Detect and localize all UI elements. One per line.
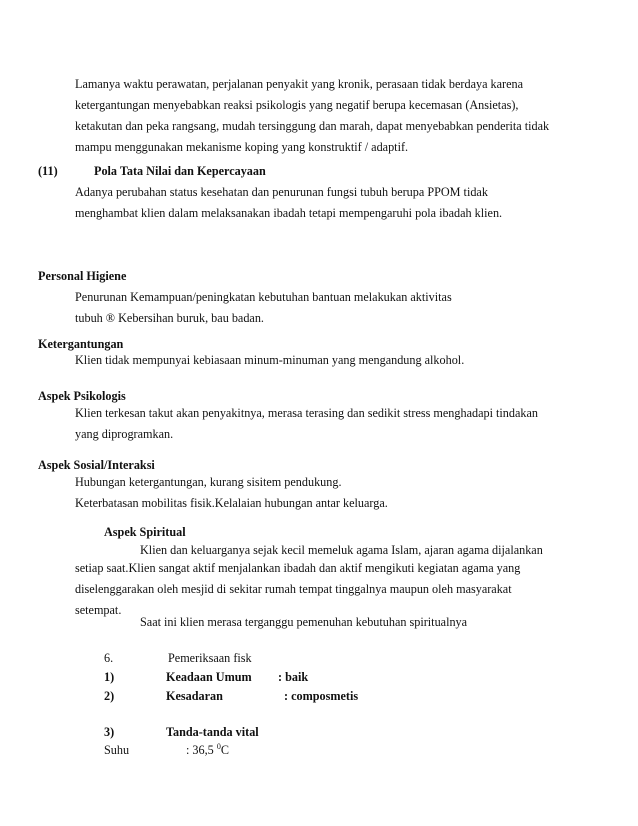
ketergantungan-line: Klien tidak mempunyai kebiasaan minum-minuman yang mengandung alkohol. (75, 353, 465, 367)
suhu-degree: 0 (216, 741, 221, 751)
pemeriksaan-item-number: 2) (104, 689, 115, 703)
intro-line: Lamanya waktu perawatan, perjalanan penyakit yang kronik, perasaan tidak berdaya karena (75, 77, 524, 91)
suhu-value (186, 740, 229, 761)
pemeriksaan-item-label: Keadaan Umum (166, 670, 252, 684)
section-11-number: (11) (38, 164, 58, 178)
suhu-unit: C (220, 743, 229, 757)
aspek-sosial-body (75, 472, 388, 514)
suhu-label: Suhu (104, 743, 130, 757)
aspek-psikologis-line: Klien terkesan takut akan penyakitnya, merasa terasing dan sedikit stress menghadapi tindakan (75, 406, 538, 420)
pemeriksaan-item-value: : baik (278, 670, 309, 684)
aspek-sosial-line: Keterbatasan mobilitas fisik.Kelalaian hubungan antar keluarga. (75, 496, 388, 510)
section-11-line: menghambat klien dalam melaksanakan ibadah tetapi mempengaruhi pola ibadah klien. (75, 206, 503, 220)
aspek-spiritual-last-line: Saat ini klien merasa terganggu pemenuhan kebutuhan spiritualnya (140, 615, 468, 629)
aspek-sosial-line: Hubungan ketergantungan, kurang sisitem pendukung. (75, 475, 342, 489)
section-11-body (75, 182, 502, 224)
pemeriksaan-number: 6. (104, 651, 114, 665)
intro-paragraph (75, 74, 549, 158)
personal-hygiene-body (75, 287, 452, 329)
personal-hygiene-line: tubuh ® Kebersihan buruk, bau badan. (75, 311, 264, 325)
pemeriksaan-item-value: : composmetis (284, 689, 359, 703)
aspek-spiritual-line: diselenggarakan oleh mesjid di sekitar rumah tempat tinggalnya maupun oleh masyarakat (75, 582, 512, 596)
intro-line: mampu menggunakan mekanisme koping yang konstruktif / adaptif. (75, 140, 409, 154)
section-11-line: Adanya perubahan status kesehatan dan penurunan fungsi tubuh berupa PPOM tidak (75, 185, 488, 199)
pemeriksaan-item-label: Kesadaran (166, 689, 223, 703)
vital-signs-label: Tanda-tanda vital (166, 725, 259, 739)
personal-hygiene-heading: Personal Higiene (38, 269, 127, 283)
pemeriksaan-title: Pemeriksaan fisk (168, 651, 252, 665)
intro-line: ketergantungan menyebabkan reaksi psikologis yang negatif berupa kecemasan (Ansietas), (75, 98, 519, 112)
ketergantungan-heading: Ketergantungan (38, 337, 124, 351)
aspek-sosial-heading: Aspek Sosial/Interaksi (38, 458, 155, 472)
personal-hygiene-line: Penurunan Kemampuan/peningkatan kebutuhan bantuan melakukan aktivitas (75, 290, 452, 304)
aspek-spiritual-heading: Aspek Spiritual (104, 525, 186, 539)
aspek-psikologis-heading: Aspek Psikologis (38, 389, 126, 403)
suhu-number: : 36,5 (186, 743, 217, 757)
intro-line: ketakutan dan peka rangsang, mudah tersinggung dan marah, dapat menyebabkan penderita tidak (75, 119, 550, 133)
vital-signs-number: 3) (104, 725, 115, 739)
aspek-spiritual-line: setempat. (75, 603, 122, 617)
pemeriksaan-item-number: 1) (104, 670, 115, 684)
aspek-spiritual-line: setiap saat.Klien sangat aktif menjalankan ibadah dan aktif mengikuti kegiatan agama yang (75, 561, 521, 575)
aspek-psikologis-line: yang diprogramkan. (75, 427, 174, 441)
aspek-spiritual-first-line: Klien dan keluarganya sejak kecil memeluk agama Islam, ajaran agama dijalankan (140, 543, 543, 557)
section-11-title: Pola Tata Nilai dan Kepercayaan (94, 164, 266, 178)
aspek-psikologis-body (75, 403, 538, 445)
